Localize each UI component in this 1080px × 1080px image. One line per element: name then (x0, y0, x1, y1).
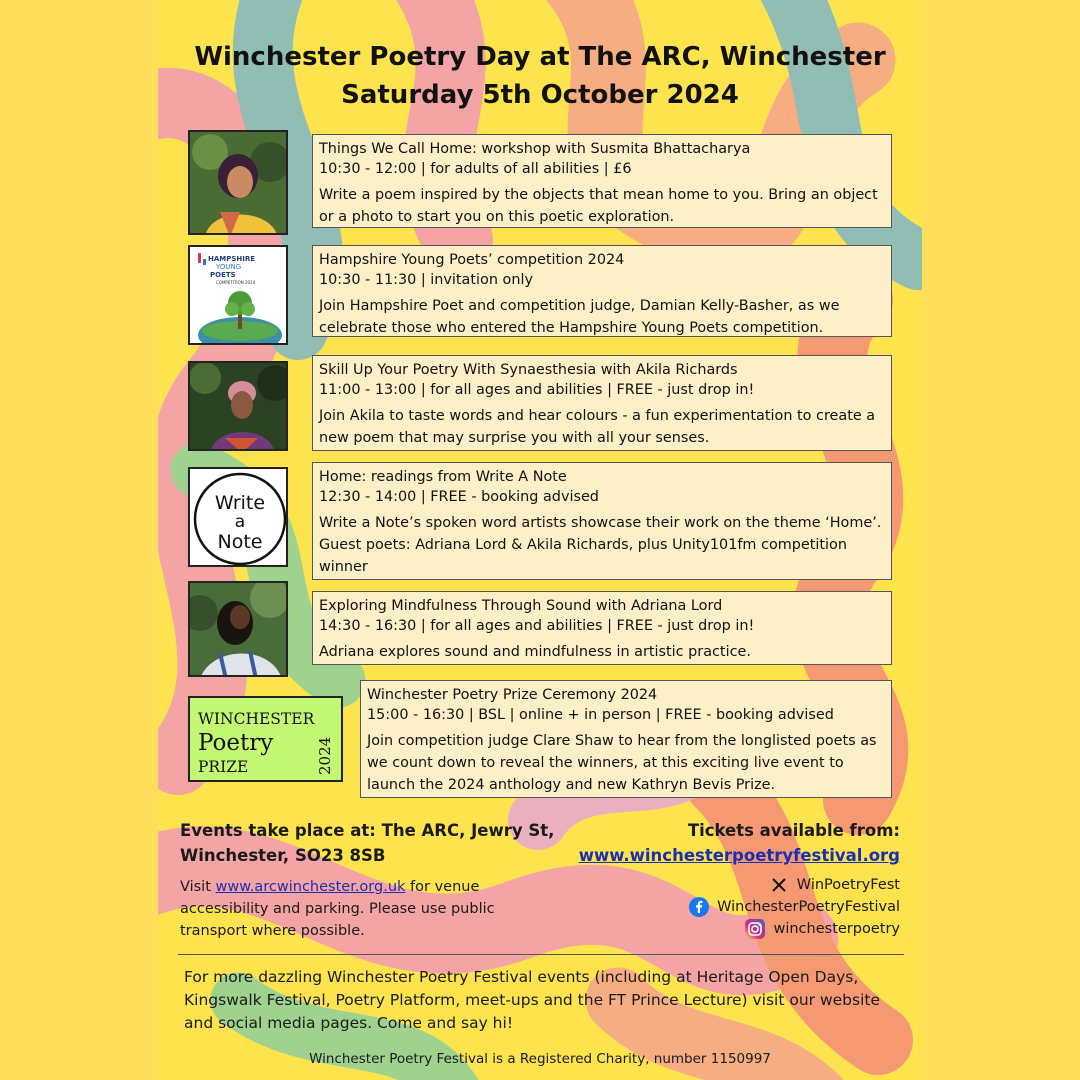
event-3-description: Join Akila to taste words and hear colours - a fun experimentation to create a new poem that may surprise you with all your senses. (319, 408, 876, 446)
event-1-card (312, 134, 892, 228)
tickets-info (540, 818, 900, 868)
social-x-handle: WinPoetryFest (796, 877, 900, 893)
event-6-meta: 15:00 - 16:30 | BSL | online + in person | FREE - booking advised (367, 707, 834, 723)
more-events-text: For more dazzling Winchester Poetry Festival events (including at Heritage Open Days, Kingswalk Festival, Poetry Platform, meet-ups and the FT Prince Lecture) visit our website and social media pages. Come and say hi! (184, 968, 881, 1032)
event-5-meta: 14:30 - 16:30 | for all ages and abilities | FREE - just drop in! (319, 618, 755, 634)
social-links (620, 874, 900, 940)
event-5-description: Adriana explores sound and mindfulness in artistic practice. (319, 644, 751, 660)
wan-logo-line2: a (234, 512, 246, 532)
event-1-description: Write a poem inspired by the objects that mean home to you. Bring an object or a photo to start you on this poetic exploration. (319, 187, 878, 225)
social-facebook[interactable] (620, 896, 900, 918)
social-instagram[interactable] (620, 918, 900, 940)
wpp-logo-year: 2024 (316, 736, 334, 775)
wan-logo-line3: Note (217, 531, 263, 553)
divider (178, 954, 904, 955)
social-x[interactable] (620, 874, 900, 896)
charity-notice: Winchester Poetry Festival is a Registered Charity, number 1150997 (309, 1051, 771, 1067)
venue-line-1: Events take place at: The ARC, Jewry St, (180, 821, 555, 840)
facebook-icon (689, 897, 709, 917)
tickets-link[interactable]: www.winchesterpoetryfestival.org (578, 846, 900, 865)
event-1-photo (188, 130, 288, 235)
event-6-title: Winchester Poetry Prize Ceremony 2024 (367, 687, 658, 703)
page-subtitle-date: Saturday 5th October 2024 (341, 80, 739, 110)
event-4-description: Write a Note’s spoken word artists showcase their work on the theme ‘Home’. Guest poets: Adriana Lord & Akila Richards, plus Unity101fm competition winner (319, 515, 882, 575)
left-margin (0, 0, 158, 1080)
wpp-logo-line1: WINCHESTER (198, 710, 315, 728)
visit-info (180, 876, 540, 942)
event-4-meta: 12:30 - 14:00 | FREE - booking advised (319, 489, 599, 505)
social-instagram-handle: winchesterpoetry (773, 921, 900, 937)
poster (158, 0, 922, 1080)
event-5-title: Exploring Mindfulness Through Sound with Adriana Lord (319, 598, 723, 614)
right-margin (922, 0, 1080, 1080)
event-1-title: Things We Call Home: workshop with Susmita Bhattacharya (319, 141, 751, 157)
event-6-description: Join competition judge Clare Shaw to hear from the longlisted poets as we count down to reveal the winners, at this exciting live event to launch the 2024 anthology and new Kathryn Bevis Prize. (367, 733, 877, 793)
event-5-card (312, 591, 892, 665)
event-3-title: Skill Up Your Poetry With Synaesthesia with Akila Richards (319, 362, 738, 378)
event-2-meta: 10:30 - 11:30 | invitation only (319, 272, 533, 288)
social-facebook-handle: WinchesterPoetryFestival (717, 899, 900, 915)
hyp-logo-line1: HAMPSHIRE (208, 255, 256, 263)
event-3-card (312, 355, 892, 451)
wpp-logo-line3: PRIZE (198, 758, 249, 776)
visit-prefix: Visit (180, 879, 216, 895)
venue-info (180, 818, 560, 868)
event-1-meta: 10:30 - 12:00 | for adults of all abilities | £6 (319, 161, 632, 177)
tickets-label: Tickets available from: (687, 821, 900, 840)
event-6-card (360, 680, 892, 798)
wpp-logo-line2: Poetry (198, 730, 274, 756)
hyp-logo-line3: POETS (210, 271, 236, 279)
wan-logo-line1: Write (214, 492, 266, 514)
venue-line-2: Winchester, SO23 8SB (180, 846, 386, 865)
instagram-icon (745, 919, 765, 939)
event-2-logo (188, 245, 288, 345)
visit-suffix: for venue accessibility and parking. Please use public transport where possible. (180, 879, 495, 939)
event-3-photo (188, 361, 288, 451)
event-3-meta: 11:00 - 13:00 | for all ages and abilities | FREE - just drop in! (319, 382, 755, 398)
event-5-photo (188, 581, 288, 677)
event-2-card (312, 245, 892, 337)
event-4-title: Home: readings from Write A Note (319, 469, 567, 485)
event-6-logo (188, 696, 343, 782)
x-icon (769, 875, 789, 895)
event-2-description: Join Hampshire Poet and competition judge, Damian Kelly-Basher, as we celebrate those who entered the Hampshire Young Poets competition. (319, 298, 840, 336)
event-4-logo (188, 467, 288, 567)
event-4-card (312, 462, 892, 580)
venue-website-link[interactable]: www.arcwinchester.org.uk (215, 879, 406, 895)
hyp-logo-line2: YOUNG (216, 263, 242, 271)
hyp-logo-line4: COMPETITION 2024 (216, 280, 256, 285)
page-title: Winchester Poetry Day at The ARC, Winchester (194, 42, 886, 72)
event-2-title: Hampshire Young Poets’ competition 2024 (319, 252, 625, 268)
